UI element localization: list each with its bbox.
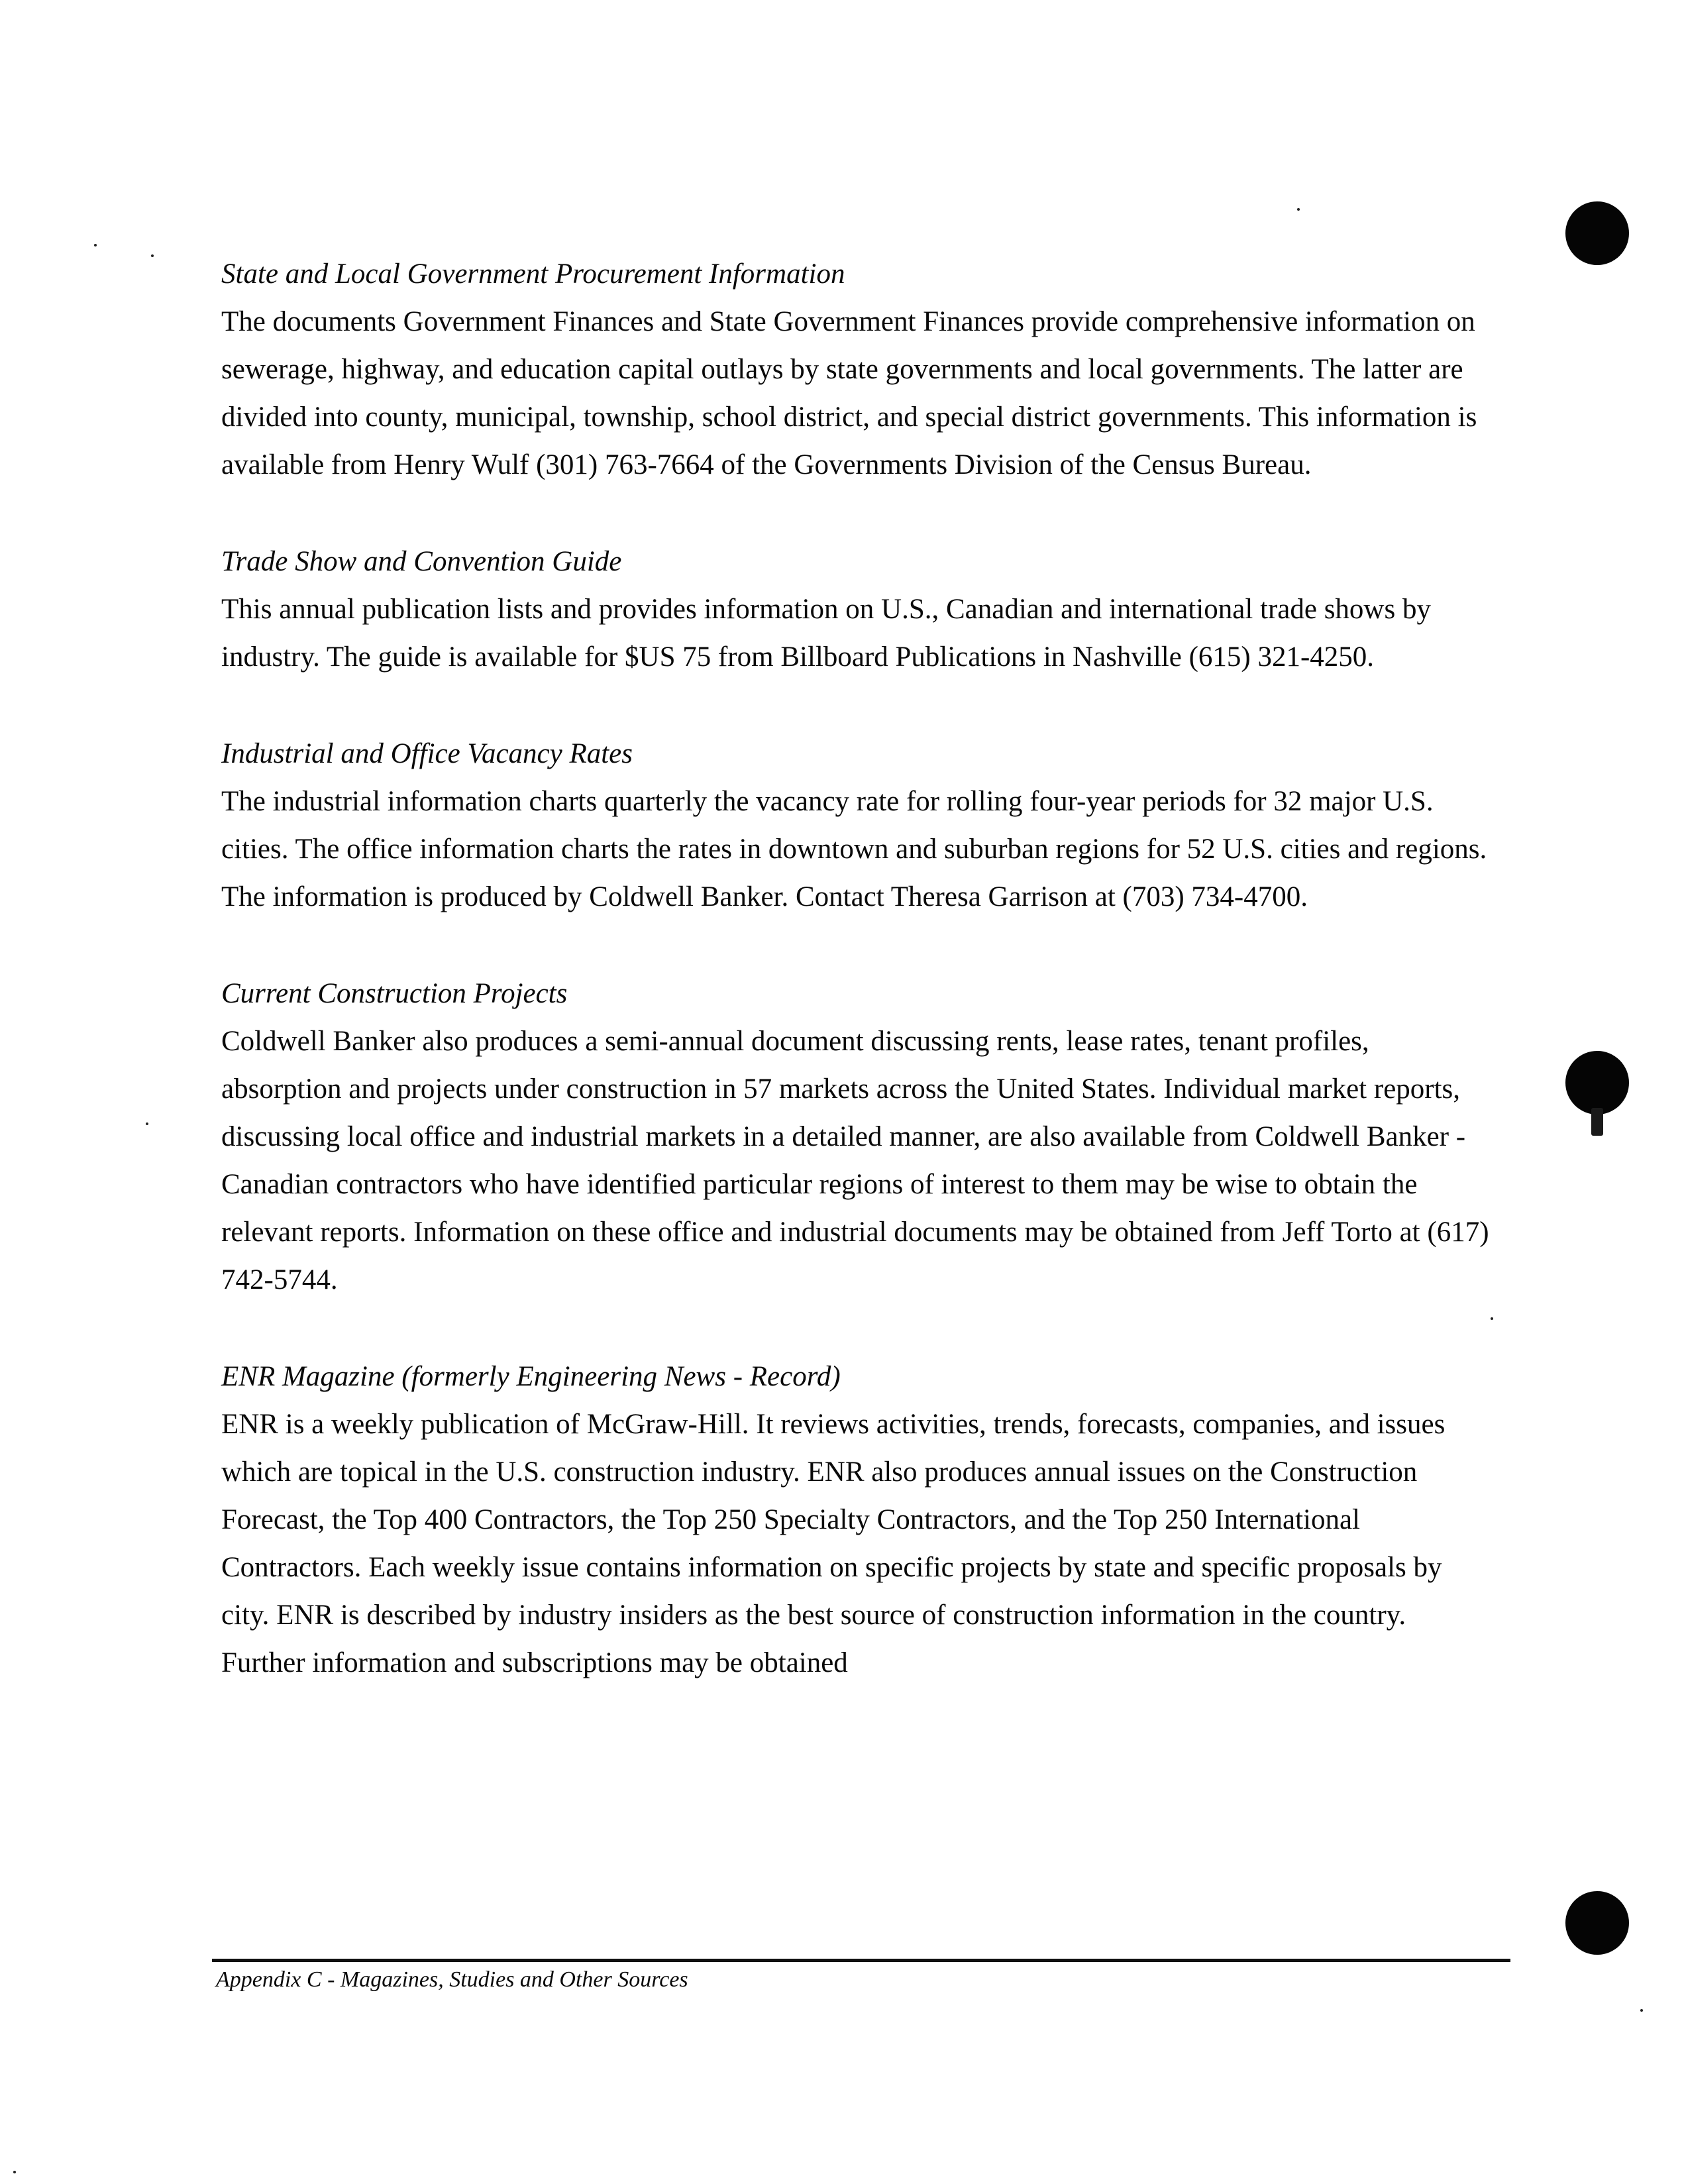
scan-speck — [94, 244, 97, 246]
page-footer: Appendix C - Magazines, Studies and Other Sources — [216, 1967, 688, 1992]
section-construction-projects — [221, 970, 1493, 1304]
section-trade-show-guide — [221, 538, 1493, 681]
section-heading: Current Construction Projects — [221, 978, 568, 1009]
section-heading: Industrial and Office Vacancy Rates — [221, 738, 633, 769]
section-state-local-procurement — [221, 250, 1493, 489]
section-heading: State and Local Government Procurement Information — [221, 258, 845, 290]
section-paragraph: The industrial information charts quarterly the vacancy rate for rolling four-year periods for 32 major U.S. cities. The office information charts the rates in downtown and suburban regions for 52 U.S. cities and regions. The information is produced by Coldwell Banker. Contact Theresa Garrison at (703) 734-4700. — [221, 786, 1487, 912]
scan-speck — [146, 1122, 148, 1125]
scan-speck — [13, 2171, 16, 2173]
scan-speck — [1640, 2009, 1643, 2012]
section-heading: Trade Show and Convention Guide — [221, 546, 622, 577]
scan-speck — [1297, 208, 1300, 211]
section-paragraph: Coldwell Banker also produces a semi-annual document discussing rents, lease rates, tenant profiles, absorption and projects under construction in 57 markets across the United States. Individual market reports, discussing local office and industrial markets in a detailed manner, are also available from Coldwell Banker - Canadian contractors who have identified particular regions of interest to them may be wise to obtain the relevant reports. Information on these office and industrial documents may be obtained from Jeff Torto at (617) 742-5744. — [221, 1026, 1489, 1295]
document-content — [221, 250, 1493, 1736]
section-paragraph: The documents Government Finances and State Government Finances provide comprehensive information on sewerage, highway, and education capital outlays by state governments and local governments. The latter are divided into county, municipal, township, school district, and special district governments. This information is available from Henry Wulf (301) 763-7664 of the Governments Division of the Census Bureau. — [221, 306, 1477, 480]
scan-speck — [151, 254, 154, 257]
section-paragraph: This annual publication lists and provides information on U.S., Canadian and international trade shows by industry. The guide is available for $US 75 from Billboard Publications in Nashville (615) 321-4250. — [221, 594, 1431, 673]
section-heading: ENR Magazine (formerly Engineering News - Record) — [221, 1361, 841, 1392]
section-paragraph: ENR is a weekly publication of McGraw-Hill. It reviews activities, trends, forecasts, companies, and issues which are topical in the U.S. construction industry. ENR also produces annual issues on the Construction Forecast, the Top 400 Contractors, the Top 250 Specialty Contractors, and the Top 250 International Contractors. Each weekly issue contains information on specific projects by state and specific proposals by city. ENR is described by industry insiders as the best source of construction information in the country. Further information and subscriptions may be obtained — [221, 1409, 1446, 1678]
punch-hole-middle — [1565, 1051, 1629, 1115]
punch-hole-bottom — [1565, 1891, 1629, 1955]
punch-hole-mark — [1591, 1108, 1603, 1136]
punch-hole-top — [1565, 201, 1629, 265]
footer-divider — [212, 1959, 1510, 1962]
section-enr-magazine — [221, 1353, 1493, 1687]
section-vacancy-rates — [221, 730, 1493, 921]
